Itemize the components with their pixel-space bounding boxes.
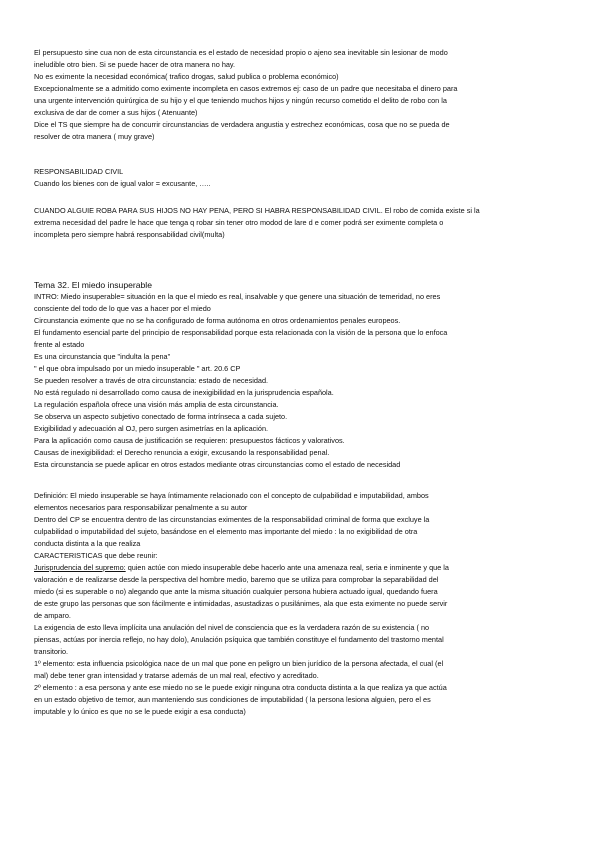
text-line: una urgente intervención quirúrgica de su hijo y el que teniendo muchos hijos y ningún recurso cometido el delito de robo con la [34,96,447,105]
text-line: transitorio. [34,647,69,656]
text-line: Excepcionalmente se a admitido como eximente incompleta en casos extremos ej: caso de un padre que necesitaba el dinero para [34,84,458,93]
text-line: 1º elemento: esta influencia psicológica nace de un mal que pone en peligro un bien jurídico de la persona afectada, el cual (el [34,659,444,668]
text-line: exclusiva de dar de comer a sus hijos ( Atenuante) [34,108,198,117]
paragraph-estado-necesidad [34,47,568,143]
text-line: frente al estado [34,340,85,349]
text-line: Se pueden resolver a través de otra circunstancia: estado de necesidad. [34,376,269,385]
text-line: Es una circunstancia que "indulta la pena" [34,352,171,361]
text-line: " el que obra impulsado por un miedo insuperable " art. 20.6 CP [34,364,241,373]
text-line: Para la aplicación como causa de justificación se requieren: presupuestos fácticos y valorativos. [34,436,345,445]
section-heading: RESPONSABILIDAD CIVIL [34,167,124,176]
text-line: INTRO: Miedo insuperable= situación en la que el miedo es real, insalvable y que genere una situación de temeridad, no eres [34,292,441,301]
text-line: No es eximente la necesidad económica( trafico drogas, salud publica o problema económico) [34,72,339,81]
text-line: Esta circunstancia se puede aplicar en otros estados mediante otras circunstancias como el estado de necesidad [34,460,401,469]
text-line: El fundamento esencial parte del principio de responsabilidad porque esta relacionada con la visión de la persona que lo enfoca [34,328,448,337]
section-caracteristicas [34,550,568,718]
text-line: extrema necesidad del padre le hace que tenga q robar sin tener otro modod de lare d e comer podrá ser eximente completa o [34,218,444,227]
text-line: en un estado objetivo de temor, aun manteniendo sus condiciones de imputabilidad ( la persona lesiona alguien, pero el es [34,695,431,704]
text-line: ineludible otro bien. Si se puede hacer de otra manera no hay. [34,60,236,69]
text-line: miedo (si es superable o no) alegando que ante la misma situación cualquier persona hubiera actuado igual, quedando fuera [34,587,438,596]
section-responsabilidad-civil [34,166,568,190]
text-line: culpabilidad o imputabilidad del sujeto, basándose en el elemento mas importante del miedo : la no exigibilidad de otra [34,527,418,536]
text-line: Exigibilidad y adecuación al OJ, pero surgen asimetrías en la aplicación. [34,424,269,433]
text-line: Causas de inexigibilidad: el Derecho renuncia a exigir, excusando la responsabilidad penal. [34,448,330,457]
text-line: mal) debe tener gran intensidad y tratarse además de un mal real, efectivo y acreditado. [34,671,319,680]
text-line: Circunstancia eximente que no se ha configurado de forma autónoma en otros ordenamientos penales europeos. [34,316,401,325]
section-title: Tema 32. El miedo insuperable [34,280,152,290]
caps-statement: CUANDO ALGUIE ROBA PARA SUS HIJOS NO HAY PENA, PERO SI HABRA RESPONSABILIDAD CIVIL. [34,206,383,215]
paragraph-definicion [34,490,568,550]
text-line: CUANDO ALGUIE ROBA PARA SUS HIJOS NO HAY PENA, PERO SI HABRA RESPONSABILIDAD CIVIL. El robo de comida existe si la [34,206,480,215]
paragraph-robo-hijos [34,205,568,241]
text-line: 2º elemento : a esa persona y ante ese miedo no se le puede exigir ninguna otra conducta distinta a la que realiza ya que actúa [34,683,447,692]
text-line: La exigencia de esto lleva implícita una anulación del nivel de consciencia que es la verdadera razón de su existencia ( no [34,623,430,632]
text-line: elementos necesarios para responsabilizar penalmente a su autor [34,503,248,512]
text-line: Jurisprudencia del supremo: quien actúe con miedo insuperable debe hacerlo ante una amenaza real, seria e inminente y que la [34,563,449,572]
text-line: Se observa un aspecto subjetivo conectado de forma intrínseca a cada sujeto. [34,412,288,421]
section-tema-32 [34,279,568,471]
text-line: de este grupo las personas que son fácilmente e intimidadas, asustadizas o pusilánimes, ala que esta eximente no puede servir [34,599,448,608]
text-line: imputable y lo único es que no se le puede exigir a esa conducta) [34,707,246,716]
text-line: consciente del todo de lo que vas a hacer por el miedo [34,304,211,313]
text-line: La regulación española ofrece una visión más amplia de esta circunstancia. [34,400,279,409]
text-line: Dentro del CP se encuentra dentro de las circunstancias eximentes de la responsabilidad criminal de forma que excluye la [34,515,430,524]
text-line: No está regulado ni desarrollado como causa de inexigibilidad en la jurisprudencia española. [34,388,334,397]
text-line: valoración e de realizarse desde la perspectiva del hombre medio, baremo que se utiliza para comprobar la separabilidad del [34,575,439,584]
text-line: Dice el TS que siempre ha de concurrir circunstancias de verdadera angustia y estrechez económicas, cosa que no se pueda de [34,120,450,129]
text-line: conducta distinta a la que realiza [34,539,141,548]
jurisprudencia-label: Jurisprudencia del supremo: [34,563,126,572]
text-line: El persupuesto sine cua non de esta circunstancia es el estado de necesidad propio o ajeno sea inevitable sin lesionar de modo [34,48,448,57]
text-line: resolver de otra manera ( muy grave) [34,132,155,141]
text-line: Cuando los bienes con de igual valor = excusante, ….. [34,179,211,188]
text-line: de amparo. [34,611,71,620]
text-line: Definición: El miedo insuperable se haya íntimamente relacionado con el concepto de culpabilidad e imputabilidad, ambos [34,491,429,500]
text-line: incompleta pero siempre habrá responsabilidad civil(multa) [34,230,225,239]
section-heading: CARACTERISTICAS que debe reunir: [34,551,158,560]
text-line: piensas, actúas por inercia reflejo, no hay dolo), Anulación psíquica que también constituye el fundamento del trastorno mental [34,635,444,644]
